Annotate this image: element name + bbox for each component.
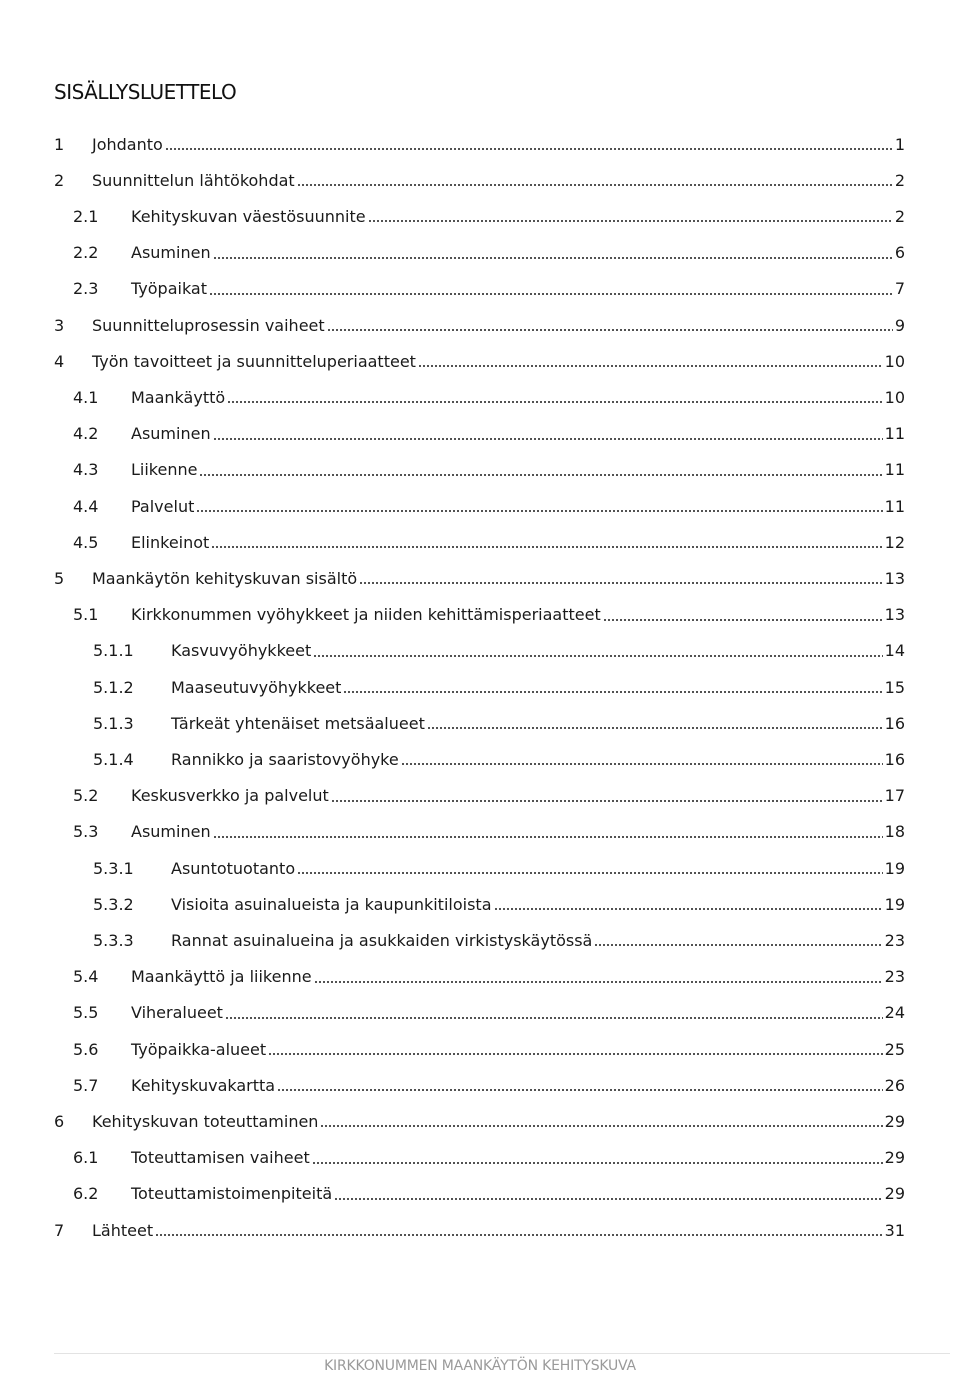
toc-entry-number: 5.6 — [73, 1039, 99, 1059]
toc-entry-number: 5.3.3 — [93, 930, 134, 950]
page-footer: KIRKKONUMMEN MAANKÄYTÖN KEHITYSKUVA — [324, 1358, 636, 1374]
toc-entry-number: 5.1.1 — [93, 641, 134, 661]
toc-entry-title: Rannikko ja saaristovyöhyke — [171, 749, 399, 769]
toc-entry-title: Asuntotuotanto — [171, 858, 296, 878]
dot-leader — [277, 1077, 883, 1093]
toc-entry-number: 1 — [54, 134, 65, 154]
dot-leader — [418, 353, 883, 369]
dot-leader — [297, 172, 893, 188]
toc-entry-title: Suunnitteluprosessin vaiheet — [92, 315, 325, 335]
toc-entry-page: 19 — [884, 894, 905, 914]
dot-leader — [213, 245, 893, 261]
toc-entry-page: 29 — [884, 1148, 905, 1168]
toc-entry-page: 6 — [894, 243, 905, 263]
toc-entry-title: Suunnittelun lähtökohdat — [92, 170, 295, 190]
dot-leader — [494, 896, 883, 912]
toc-entry-title: Maaseutuvyöhykkeet — [171, 677, 342, 697]
toc-entry-title: Maankäytön kehityskuvan sisältö — [92, 568, 358, 588]
page-title: SISÄLLYSLUETTELO — [54, 80, 237, 104]
toc-entry-title: Keskusverkko ja palvelut — [131, 786, 329, 806]
toc-entry-page: 29 — [884, 1111, 905, 1131]
toc-entry-page: 10 — [884, 351, 905, 371]
toc-entry[interactable] — [73, 416, 905, 452]
toc-entry-title: Palvelut — [131, 496, 195, 516]
toc-entry-title: Kirkkonummen vyöhykkeet ja niiden kehittämisperiaatteet — [131, 605, 601, 625]
dot-leader — [211, 534, 882, 550]
toc-entry[interactable] — [54, 1212, 905, 1248]
toc-entry-page: 15 — [884, 677, 905, 697]
dot-leader — [213, 426, 883, 442]
toc-entry-title: Kehityskuvakartta — [131, 1075, 276, 1095]
toc-entry[interactable] — [73, 488, 905, 524]
dot-leader — [343, 679, 882, 695]
dot-leader — [268, 1041, 883, 1057]
toc-entry-title: Viheralueet — [131, 1003, 223, 1023]
toc-entry[interactable] — [54, 343, 905, 379]
toc-entry[interactable] — [54, 560, 905, 596]
toc-entry-page: 11 — [884, 496, 905, 516]
toc-entry[interactable] — [93, 922, 905, 958]
dot-leader — [312, 1150, 883, 1166]
toc-entry[interactable] — [73, 959, 905, 995]
toc-entry-number: 5.4 — [73, 967, 99, 987]
toc-entry-page: 17 — [884, 786, 905, 806]
toc-entry-number: 5 — [54, 568, 65, 588]
dot-leader — [213, 824, 883, 840]
toc-entry-number: 4.5 — [73, 532, 99, 552]
toc-entry-page: 26 — [884, 1075, 905, 1095]
toc-entry-number: 7 — [54, 1220, 65, 1240]
toc-entry-number: 5.1 — [73, 605, 99, 625]
toc-entry-title: Liikenne — [131, 460, 198, 480]
toc-entry-page: 25 — [884, 1039, 905, 1059]
toc-entry[interactable] — [93, 633, 905, 669]
toc-entry-page: 11 — [884, 424, 905, 444]
toc-entry-number: 5.3.2 — [93, 894, 134, 914]
toc-entry-title: Rannat asuinalueina ja asukkaiden virkistyskäytössä — [171, 930, 593, 950]
toc-entry[interactable] — [93, 850, 905, 886]
toc-entry[interactable] — [73, 1067, 905, 1103]
toc-entry-page: 10 — [884, 387, 905, 407]
dot-leader — [196, 498, 882, 514]
toc-entry-title: Asuminen — [131, 424, 211, 444]
toc-entry-title: Toteuttamistoimenpiteitä — [131, 1184, 333, 1204]
dot-leader — [427, 715, 883, 731]
toc-entry[interactable] — [54, 307, 905, 343]
toc-entry-title: Kasvuvyöhykkeet — [171, 641, 312, 661]
dot-leader — [320, 1113, 882, 1129]
toc-entry-page: 2 — [894, 206, 905, 226]
toc-entry-number: 2 — [54, 170, 65, 190]
dot-leader — [327, 317, 893, 333]
toc-entry-page: 18 — [884, 822, 905, 842]
toc-entry[interactable] — [73, 778, 905, 814]
toc-entry[interactable] — [93, 669, 905, 705]
dot-leader — [297, 860, 883, 876]
toc-entry-title: Kehityskuvan väestösuunnite — [131, 206, 366, 226]
footer-divider — [54, 1353, 950, 1354]
toc-entry[interactable] — [93, 741, 905, 777]
toc-entry-number: 4.3 — [73, 460, 99, 480]
toc-entry[interactable] — [73, 1140, 905, 1176]
toc-entry[interactable] — [73, 198, 905, 234]
toc-entry-title: Tärkeät yhtenäiset metsäalueet — [171, 713, 425, 733]
toc-entry[interactable] — [73, 379, 905, 415]
toc-entry-page: 19 — [884, 858, 905, 878]
dot-leader — [165, 136, 893, 152]
toc-entry-number: 4.1 — [73, 387, 99, 407]
toc-entry-number: 5.7 — [73, 1075, 99, 1095]
toc-entry-number: 6 — [54, 1111, 65, 1131]
toc-entry-page: 29 — [884, 1184, 905, 1204]
toc-entry-page: 7 — [894, 279, 905, 299]
toc-entry[interactable] — [73, 995, 905, 1031]
toc-entry-page: 12 — [884, 532, 905, 552]
dot-leader — [359, 570, 882, 586]
dot-leader — [225, 1005, 883, 1021]
toc-entry-page: 23 — [884, 967, 905, 987]
toc-entry-title: Maankäyttö ja liikenne — [131, 967, 312, 987]
toc-entry-title: Elinkeinot — [131, 532, 210, 552]
toc-entry[interactable] — [73, 452, 905, 488]
toc-entry-title: Työn tavoitteet ja suunnitteluperiaatteet — [92, 351, 416, 371]
toc-entry[interactable] — [54, 126, 905, 162]
toc-entry-page: 1 — [894, 134, 905, 154]
toc-entry-number: 4 — [54, 351, 65, 371]
toc-entry[interactable] — [73, 814, 905, 850]
toc-entry[interactable] — [73, 1031, 905, 1067]
toc-entry-number: 4.4 — [73, 496, 99, 516]
toc-entry-title: Toteuttamisen vaiheet — [131, 1148, 310, 1168]
toc-entry[interactable] — [73, 524, 905, 560]
toc-entry[interactable] — [73, 1176, 905, 1212]
toc-entry-title: Asuminen — [131, 243, 211, 263]
toc-entry[interactable] — [73, 235, 905, 271]
toc-entry-page: 11 — [884, 460, 905, 480]
toc-entry[interactable] — [54, 162, 905, 198]
toc-entry[interactable] — [54, 1103, 905, 1139]
dot-leader — [603, 607, 883, 623]
toc-entry-page: 9 — [894, 315, 905, 335]
dot-leader — [334, 1186, 883, 1202]
toc-entry-number: 5.5 — [73, 1003, 99, 1023]
toc-entry-page: 13 — [884, 605, 905, 625]
dot-leader — [401, 751, 883, 767]
toc-entry-title: Työpaikka-alueet — [131, 1039, 267, 1059]
toc-entry-title: Visioita asuinalueista ja kaupunkitiloista — [171, 894, 492, 914]
toc-entry-number: 3 — [54, 315, 65, 335]
toc-entry[interactable] — [73, 271, 905, 307]
dot-leader — [368, 208, 893, 224]
toc-entry[interactable] — [93, 705, 905, 741]
toc-entry-number: 5.3 — [73, 822, 99, 842]
toc-entry-number: 2.1 — [73, 206, 99, 226]
toc-entry-number: 5.1.2 — [93, 677, 134, 697]
toc-entry-number: 5.3.1 — [93, 858, 134, 878]
toc-entry-title: Työpaikat — [131, 279, 208, 299]
toc-entry-page: 2 — [894, 170, 905, 190]
toc-entry-page: 31 — [884, 1220, 905, 1240]
toc-entry-number: 6.1 — [73, 1148, 99, 1168]
toc-entry-title: Lähteet — [92, 1220, 154, 1240]
toc-entry-number: 5.1.4 — [93, 749, 134, 769]
toc-entry-title: Kehityskuvan toteuttaminen — [92, 1111, 319, 1131]
dot-leader — [314, 969, 883, 985]
dot-leader — [313, 643, 882, 659]
toc-entry-page: 16 — [884, 713, 905, 733]
toc-entry-page: 14 — [884, 641, 905, 661]
dot-leader — [594, 932, 882, 948]
toc-entry-title: Johdanto — [92, 134, 163, 154]
toc-entry-page: 13 — [884, 568, 905, 588]
dot-leader — [155, 1222, 883, 1238]
toc-entry[interactable] — [73, 597, 905, 633]
dot-leader — [209, 281, 893, 297]
toc-entry-number: 5.1.3 — [93, 713, 134, 733]
toc-entry-number: 6.2 — [73, 1184, 99, 1204]
toc-entry-page: 16 — [884, 749, 905, 769]
toc-entry-number: 2.3 — [73, 279, 99, 299]
dot-leader — [227, 389, 882, 405]
toc-entry-number: 4.2 — [73, 424, 99, 444]
toc-entry-page: 23 — [884, 930, 905, 950]
toc-entry-number: 2.2 — [73, 243, 99, 263]
toc-entry-page: 24 — [884, 1003, 905, 1023]
toc-entry-title: Maankäyttö — [131, 387, 226, 407]
dot-leader — [331, 788, 883, 804]
toc-entry[interactable] — [93, 886, 905, 922]
dot-leader — [199, 462, 882, 478]
toc-entry-number: 5.2 — [73, 786, 99, 806]
toc-entry-title: Asuminen — [131, 822, 211, 842]
